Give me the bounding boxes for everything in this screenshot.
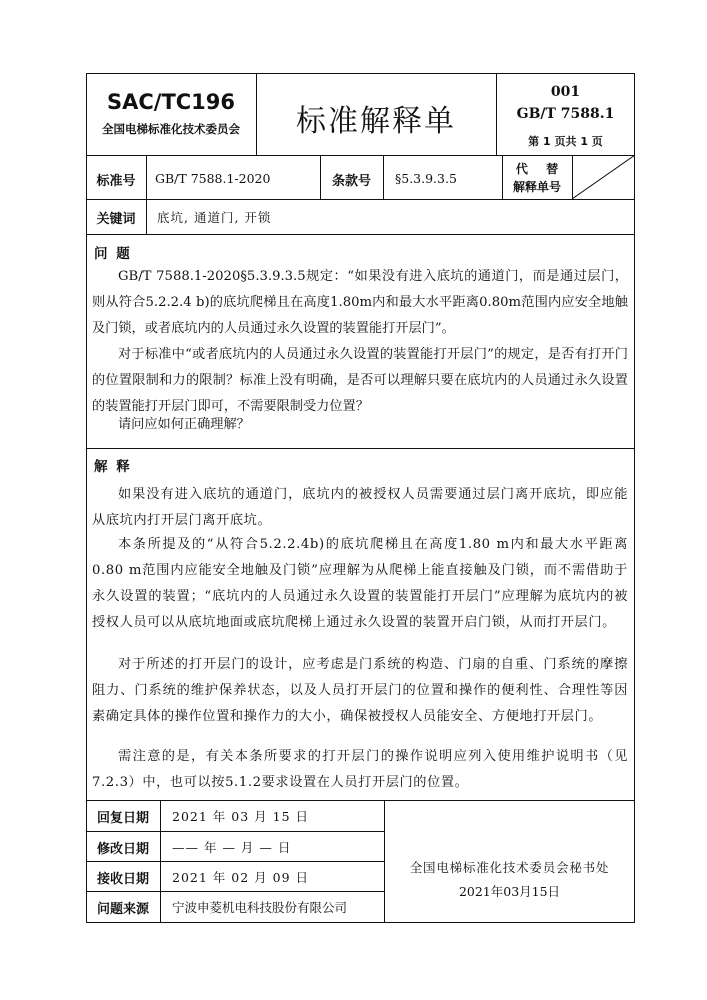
doc-number: 001 <box>550 84 581 100</box>
answer-paragraph: 如果没有进入底坑的通道门，底坑内的被授权人员需要通过层门离开底坑，即应能从底坑内打开层门离开底坑。 <box>92 487 628 528</box>
divider <box>86 448 635 449</box>
divider <box>383 155 384 199</box>
answer-paragraph: 对于所述的打开层门的设计，应考虑是门系统的构造、门扇的自重、门系统的摩擦阻力、门系统的维护保养状态，以及人员打开层门的位置和操作的便利性、合理性等因素确定具体的操作位置和操作力的大小，确保被授权人员能安全、方便地打开层门。 <box>92 657 628 724</box>
answer-paragraph: 本条所提及的“从符合5.2.2.4b)的底坑爬梯且在高度1.80 m内和最大水平距离0.80 m范围内应能安全地触及门锁”应理解为从爬梯上能直接触及门锁，而不需借助于永久设置的装置；“底坑内的人员通过永久设置的装置能打开层门”应理解为底坑内的被授权人员可以从底坑地面或底坑爬梯上通过永久设置的装置开启门锁，从而打开层门。 <box>92 537 628 630</box>
standard-label: 标准号 <box>96 174 136 189</box>
clause-value: §5.3.9.3.5 <box>395 171 457 186</box>
question-paragraph: GB/T 7588.1-2020§5.3.9.3.5规定：“如果没有进入底坑的通道门，而是通过层门，则从符合5.2.2.4 b)的底坑爬梯且在高度1.80m内和最大水平距离0.80m范围内应安全地触及门锁，或者底坑内的人员通过永久设置的装置能打开层门”。 <box>92 269 628 336</box>
divider <box>86 891 384 892</box>
question-paragraph: 对于标准中“或者底坑内的人员通过永久设置的装置能打开层门”的规定，是否有打开门的位置限制和力的限制？标准上没有明确，是否可以理解只要在底坑内的人员通过永久设置的装置能打开层门即可，不需要限制受力位置？ <box>92 347 628 414</box>
divider <box>86 199 635 200</box>
replace-label-line2: 解释单号 <box>512 180 561 194</box>
standard-value: GB/T 7588.1-2020 <box>155 171 271 186</box>
question-heading: 问 题 <box>94 246 132 262</box>
answer-paragraph: 需注意的是，有关本条所要求的打开层门的操作说明应列入使用维护说明书（见7.2.3）中，也可以按5.1.2要求设置在人员打开层门的位置。 <box>92 749 628 790</box>
source-value: 宁波申菱机电科技股份有限公司 <box>172 900 348 915</box>
standard-code: GB/T 7588.1 <box>516 106 615 122</box>
org-code: SAC/TC196 <box>106 90 236 114</box>
divider <box>86 234 635 235</box>
divider <box>160 800 161 923</box>
secretariat-name: 全国电梯标准化技术委员会秘书处 <box>409 860 610 875</box>
page-title: 标准解释单 <box>296 104 456 139</box>
replace-label-line1: 代 替 <box>515 162 559 176</box>
revise-date-label: 修改日期 <box>96 842 149 857</box>
keyword-value: 底坑, 通道门, 开锁 <box>157 210 272 225</box>
reply-date-label: 回复日期 <box>96 811 149 826</box>
question-paragraph: 请问应如何正确理解？ <box>118 417 250 432</box>
divider <box>86 155 635 156</box>
keyword-label: 关键词 <box>96 212 136 227</box>
answer-heading: 解 释 <box>94 459 132 475</box>
revise-date-value: —— 年 — 月 — 日 <box>172 840 292 855</box>
clause-label: 条款号 <box>331 174 371 189</box>
divider <box>86 800 635 801</box>
divider <box>86 861 384 862</box>
org-name: 全国电梯标准化技术委员会 <box>102 122 240 136</box>
receive-date-label: 接收日期 <box>96 872 149 887</box>
page-info: 第 1 页共 1 页 <box>528 135 603 148</box>
divider <box>146 155 147 234</box>
divider <box>86 831 384 832</box>
sign-date: 2021年03月15日 <box>458 884 561 899</box>
source-label: 问题来源 <box>96 902 149 917</box>
reply-date-value: 2021 年 03 月 15 日 <box>172 809 309 824</box>
receive-date-value: 2021 年 02 月 09 日 <box>172 870 309 885</box>
empty-cell-slash <box>572 155 635 199</box>
